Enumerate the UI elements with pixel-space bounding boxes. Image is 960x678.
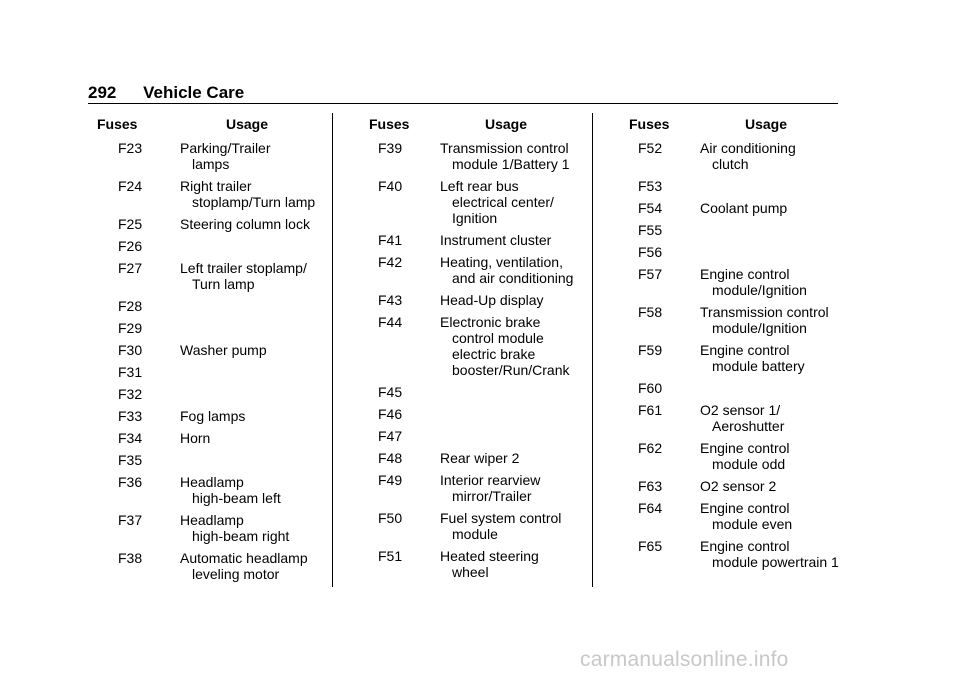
fuse-id: F59 (638, 342, 663, 358)
table-row (90, 140, 330, 172)
table-rows (350, 140, 590, 580)
fuse-usage: Engine control module powertrain 1 (700, 538, 839, 570)
fuse-id: F38 (118, 550, 143, 566)
table-row (90, 386, 330, 402)
table-row (610, 500, 840, 532)
fuse-usage: Interior rearview mirror/Trailer (440, 472, 541, 504)
fuse-id: F30 (118, 342, 143, 358)
fuse-usage: Washer pump (180, 342, 267, 358)
fuse-id: F55 (638, 222, 663, 238)
fuse-table-column-1 (90, 116, 330, 588)
page-number: 292 (88, 83, 117, 102)
table-header (350, 116, 590, 132)
table-row (610, 200, 840, 216)
fuses-header: Fuses (369, 116, 410, 132)
table-header (610, 116, 840, 132)
fuse-usage: Headlamp high-beam left (180, 474, 281, 506)
fuse-id: F46 (378, 406, 403, 422)
fuse-usage: Engine control module/Ignition (700, 266, 807, 298)
fuse-usage: Steering column lock (180, 216, 310, 232)
table-row (610, 538, 840, 570)
fuse-id: F48 (378, 450, 403, 466)
fuse-id: F42 (378, 254, 403, 270)
table-row (610, 342, 840, 374)
fuse-id: F50 (378, 510, 403, 526)
table-row (90, 408, 330, 424)
table-row (610, 304, 840, 336)
fuse-usage: O2 sensor 1/ Aeroshutter (700, 402, 785, 434)
fuse-id: F61 (638, 402, 663, 418)
fuse-usage: Fog lamps (180, 408, 246, 424)
fuse-id: F24 (118, 178, 143, 194)
fuse-usage: Air conditioning clutch (700, 140, 796, 172)
fuse-usage: Headlamp high-beam right (180, 512, 290, 544)
table-row (610, 178, 840, 194)
fuse-usage: Transmission control module/Ignition (700, 304, 829, 336)
table-row (90, 320, 330, 336)
table-rows (90, 140, 330, 582)
fuse-usage: Coolant pump (700, 200, 788, 216)
table-row (90, 178, 330, 210)
table-row (350, 314, 590, 378)
table-row (610, 440, 840, 472)
table-row (350, 254, 590, 286)
table-row (350, 472, 590, 504)
fuse-id: F43 (378, 292, 403, 308)
fuse-id: F62 (638, 440, 663, 456)
table-row (610, 140, 840, 172)
fuse-usage: O2 sensor 2 (700, 478, 777, 494)
fuse-id: F28 (118, 298, 143, 314)
fuses-header: Fuses (629, 116, 670, 132)
table-row (610, 380, 840, 396)
fuse-id: F36 (118, 474, 143, 490)
fuse-id: F27 (118, 260, 143, 276)
table-row (610, 402, 840, 434)
fuse-usage: Head-Up display (440, 292, 544, 308)
fuse-usage: Horn (180, 430, 211, 446)
fuse-id: F54 (638, 200, 663, 216)
fuse-usage: Heating, ventilation, and air conditioning (440, 254, 574, 286)
fuse-id: F49 (378, 472, 403, 488)
fuse-usage: Heated steering wheel (440, 548, 539, 580)
fuse-id: F53 (638, 178, 663, 194)
table-row (90, 298, 330, 314)
fuse-id: F29 (118, 320, 143, 336)
table-row (90, 216, 330, 232)
table-row (90, 238, 330, 254)
fuse-id: F39 (378, 140, 403, 156)
fuse-table-column-3 (610, 116, 840, 576)
table-row (350, 406, 590, 422)
fuse-id: F57 (638, 266, 663, 282)
fuse-usage: Automatic headlamp leveling motor (180, 550, 308, 582)
fuse-usage: Left trailer stoplamp/ Turn lamp (180, 260, 307, 292)
fuse-usage: Engine control module odd (700, 440, 790, 472)
usage-header: Usage (745, 116, 788, 132)
fuse-usage: Left rear bus electrical center/ Ignition (440, 178, 554, 226)
fuse-id: F52 (638, 140, 663, 156)
table-row (90, 342, 330, 358)
table-row (350, 384, 590, 400)
fuse-id: F45 (378, 384, 403, 400)
fuse-id: F44 (378, 314, 403, 330)
table-row (350, 548, 590, 580)
header-rule (88, 103, 838, 104)
fuse-id: F65 (638, 538, 663, 554)
fuse-id: F51 (378, 548, 403, 564)
fuse-id: F60 (638, 380, 663, 396)
table-row (350, 140, 590, 172)
fuse-usage: Electronic brake control module electric brake booster/Run/Crank (440, 314, 570, 378)
fuse-table-column-2 (350, 116, 590, 586)
fuse-id: F37 (118, 512, 143, 528)
fuse-id: F41 (378, 232, 403, 248)
table-rows (610, 140, 840, 570)
table-row (350, 292, 590, 308)
table-row (610, 266, 840, 298)
fuse-id: F56 (638, 244, 663, 260)
page-header (88, 83, 244, 103)
table-header (90, 116, 330, 132)
table-row (90, 512, 330, 544)
column-divider (332, 113, 333, 587)
usage-header: Usage (485, 116, 528, 132)
fuse-id: F64 (638, 500, 663, 516)
fuse-usage: Right trailer stoplamp/Turn lamp (180, 178, 316, 210)
table-row (350, 428, 590, 444)
table-row (90, 364, 330, 380)
watermark: carmanualsonline.info (580, 648, 789, 671)
fuses-header: Fuses (97, 116, 138, 132)
fuse-id: F35 (118, 452, 143, 468)
fuse-id: F31 (118, 364, 143, 380)
table-row (90, 430, 330, 446)
fuse-id: F33 (118, 408, 143, 424)
fuse-usage: Engine control module battery (700, 342, 805, 374)
fuse-usage: Instrument cluster (440, 232, 552, 248)
fuse-id: F25 (118, 216, 143, 232)
column-divider (592, 113, 593, 587)
table-row (610, 222, 840, 238)
table-row (350, 178, 590, 226)
fuse-usage: Transmission control module 1/Battery 1 (440, 140, 570, 172)
fuse-usage: Parking/Trailer lamps (180, 140, 271, 172)
table-row (610, 478, 840, 494)
table-row (350, 510, 590, 542)
usage-header: Usage (226, 116, 269, 132)
fuse-id: F40 (378, 178, 403, 194)
fuse-id: F63 (638, 478, 663, 494)
table-row (90, 474, 330, 506)
table-row (350, 232, 590, 248)
fuse-id: F32 (118, 386, 143, 402)
table-row (350, 450, 590, 466)
table-row (610, 244, 840, 260)
fuse-id: F26 (118, 238, 143, 254)
fuse-usage: Rear wiper 2 (440, 450, 520, 466)
fuse-id: F23 (118, 140, 143, 156)
table-row (90, 550, 330, 582)
fuse-id: F58 (638, 304, 663, 320)
section-title: Vehicle Care (143, 83, 245, 102)
fuse-id: F34 (118, 430, 143, 446)
fuse-usage: Fuel system control module (440, 510, 562, 542)
table-row (90, 452, 330, 468)
fuse-usage: Engine control module even (700, 500, 793, 532)
table-row (90, 260, 330, 292)
fuse-id: F47 (378, 428, 403, 444)
